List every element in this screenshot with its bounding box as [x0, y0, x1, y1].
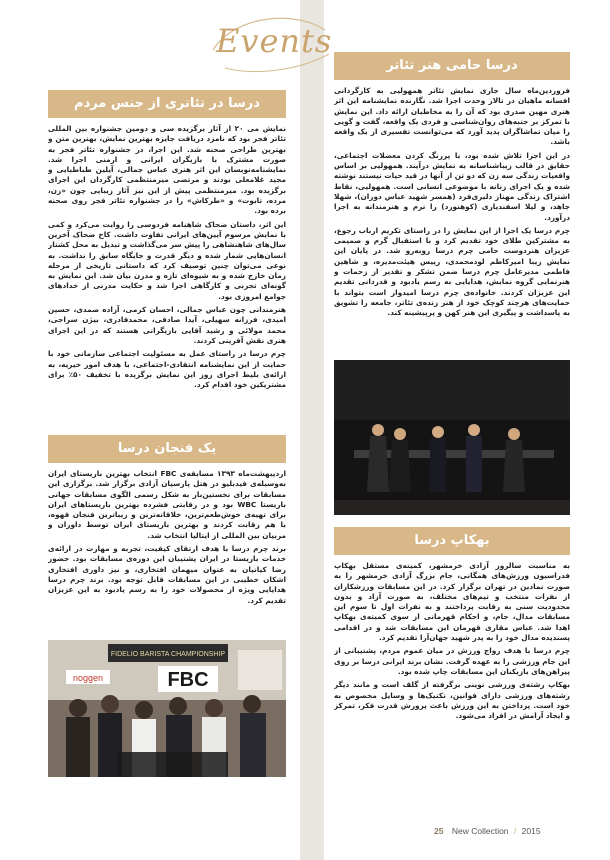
page-footer [434, 826, 584, 840]
championship-sign: FIDELIO BARISTA CHAMPIONSHIP [110, 651, 226, 658]
theater-stage-photo [334, 360, 570, 515]
sponsor-sign: noggen [72, 673, 104, 683]
paragraph: چرم درسا یک اجرا از این نمایش را در راستای تکریم ارباب رجوع، به مشترکین طلای خود تقدیم کرد و با استقبال گرم و صمیمی عزیزان هنردوست حامی چرم درسا روبه‌رو شد. در پایان این نمایش زیبا امیرکاظم لودمحمدی، رییس هیئت‌مدیره، و شاهین فاطمی مدیرعامل چرم درسا ضمن تشکر و تقدیر از زحمات و هنرنمایی گروه نمایش، هدایایی به رسم یادبود و قدردانی تقدیم این عزیزان کردند. خانواده‌ی چرم درسا امیدوار است بتواند با حمایت‌های هرچند کوچک خود از هنر زنده‌ی تئاتر، جامعه را تشویق به پاسداشت و پیگیری این هنر کهن و پرپیشینه کند. [334, 225, 570, 318]
fbc-sign: FBC [167, 669, 209, 691]
barista-photo-illustration [48, 640, 286, 777]
article-body-behcup [334, 561, 570, 811]
page-gutter [300, 0, 324, 860]
paragraph: این اثر، داستان ضحاک شاهنامه فردوسی را روایت می‌کرد و کمی با نمایش مرسوم آیین‌های ایرانی تفاوت داشت. کاخ ضحاک آخرین سال‌های شاهنشاهی را پیش سر می‌گذاشت و تبدیل به محل کشتار انسان‌هایی شمار شده و دیگر قدرت و جایگاه سابق را نداشت. به نوعی می‌توان چنین توصیف کرد که داستانی تاریخی از مرحله زمان خارج شده و به شیوه‌ای تازه و مدرن بیان شد. این نمایش به گونه‌ای تجربی و کارگاهی اجرا شد و حکایت مدرنی از خدادهای جوامع امروزی بود. [48, 219, 286, 301]
paragraph: به مناسبت سالروز آزادی خرمشهر، کمیته‌ی مستقل بهکاپ فدراسیون ورزش‌های همگانی، جام بزرگ آزادی خرمشهر را به صورت نمادین در تهران برگزار کرد. در این مسابقات ورزشکاران از نفرات منتخب و تیم‌های مختلف، به صورت آزاد و بدون محدودیت سنی به رقابت پرداختند و به نفرات اول تا سوم این مسابقات مدال، جام، و احکام قهرمانی از سوی کمیته‌ی بهکاپ اهدا شد. عباس مقاری قهرمان این مسابقات شد و در اقدامی پسندیده مدال خود را به پدر شهید جهان‌آرا تقدیم کرد. [334, 561, 570, 643]
article-title-theater-support: درسا حامی هنر تئاتر [334, 52, 570, 80]
theater-photo-illustration [334, 360, 570, 515]
issue-year: 2015 [521, 826, 541, 836]
paragraph: نمایش می ۲۰ از آثار برگزیده سی و دومین جشنواره بین المللی تئاتر فجر بود که نامزد دریافت جایزه بهترین نمایش، بهترین متن و بهترین طراحی صحنه شد. این اجرا، در جشنواره تئاتر فجر به صورت مشترک با بازیگران ایرانی و ارمنی اجرا شد. نمایشنامه‌نویسان این اثر هنری عباس جمالی، آیلین طباطبایی و مجید غلامعلی بودند و مرتضی میرمنتظمی کارگردان این اجرای برگزیده بود. میرمنتظمی پیش از این نیز آثار زیبایی چون «زن، مرده، تابوت» و «طرکاش» را در جشنواره تئاتر فجر روی صحنه برده بود. [48, 124, 286, 216]
left-column [48, 90, 286, 777]
paragraph: فروردین‌ماه سال جاری نمایش تئاتر همهولیی به کارگردانی افسانه ماهیان در تالار وحدت اجرا شد. نگارنده نمایشنامه این اثر هنری مهین صدری بود که آن را به مخاطبان ارائه داد. این نمایش با تمرکز بر جنبه‌های روان‌شناسی و فردی یک واقعه، گفت و گویی را میان تماشاگران پدید آورد که می‌توانست تفسیری از یک واقعه باشد. [334, 86, 570, 147]
paragraph: اردیبهشت‌ماه ۱۳۹۳ مسابقه‌ی FBC انتخاب بهترین باریستای ایران به‌وسیله‌ی فیدبلیو در هتل پارسیان آزادی برگزار شد. برگزاری این مسابقات برای نخستین‌بار به شکل رسمی الگوی مسابقات جهانی باریستا WBC بود و در رقابتی فشرده بهترین باریستاهای ایران برای تهیه‌ی خوش‌طعم‌ترین، خلاقانه‌ترین و زیباترین فنجان قهوه، با هم رقابت کردند و بهترین باریستای ایران توسط داوران و مربیان بین المللی از ایتالیا انتخاب شد. [48, 469, 286, 540]
page-number: 25 [434, 826, 444, 836]
paragraph: بهکاپ رشته‌ی ورزشی نوینی برگرفته از گلف است و مانند دیگر رشته‌های ورزشی دارای قوانین، تکنیک‌ها و وسایل مخصوص به خود است. پرداختن به این ورزش باعث پرورش قدرت فکر، تمرکز و ایجاد آرامش در افراد می‌شود. [334, 680, 570, 721]
article-body-coffee-cup [48, 469, 286, 632]
paragraph: چرم درسا با هدف رواج ورزش در میان عموم مردم، پشتیبانی از این جام ورزشی را به عهده گرفت. نشان برند ایرانی درسا بر روی پیراهن‌های بازیکنان این مسابقات چاپ شده بود. [334, 646, 570, 676]
footer-separator: / [513, 826, 517, 836]
paragraph: چرم درسا در راستای عمل به مسئولیت اجتماعی سازمانی خود با حمایت از این نمایشنامه انتقادی-اجتماعی، با هدف امور خیریه، به ارائه‌ی بلیط اجرای روز این نمایش برگزیده با تخفیف ۵۰٪ برای مشتریکین خود اقدام کرد. [48, 349, 286, 390]
paragraph: هنرمندانی چون عباس جمالی، احسان کرمی، آزاده صمدی، حسین امیدی، فرزانه سهیلی، آیدا صادقی، محمدقادری، بیژن سراجی، محمد مولائی و رشید آقایی بازیگرانی هستند که در این اجرای هنری نقش آفرینی کردند. [48, 305, 286, 345]
article-title-coffee-cup: یک فنجان درسا [48, 435, 286, 463]
article-title-theater-people: درسا در تئاتری از جنس مردم [48, 90, 286, 118]
paragraph: در این اجرا تلاش شده بود، با پررنگ کردن معضلات اجتماعی، حقایق در قالب زیباشناسانه به نمایش درآیند. همهولیی بر اساس واقعیات زندگی سه زن که دو تن از آنها در قید حیات نیستند نوشته شده و یک اجرای زنانه با موضوعی انسانی است. همهولیی، نقاط اشتراک زندگی مهناز دلیری‌فرد (همسر شهید عباس دوران)، شهلا جاهد، و لیلا اسفندیاری (کوهنورد) را نرم و هنرمندانه به اجرا درآورد. [334, 150, 570, 222]
right-column [334, 52, 570, 811]
paragraph: برند چرم درسا با هدف ارتقای کیفیت، تجربه و مهارت در ارائه‌ی خدمات باریستا در ایران پشتیبان این دوره‌ی مسابقات بود. حضور رضا کیانیان به عنوان میهمان افتخاری، و نیز داوری افتخاری اشکان خطیبی در این مسابقات قابل توجه بود. برند چرم درسا هدایایی ویژه از محصولات خود را به رسم یادبود به این عزیزان تقدیم کرد. [48, 544, 286, 605]
magazine-name: New Collection [451, 826, 509, 836]
events-logo: Events [216, 22, 333, 60]
barista-championship-photo [48, 640, 286, 777]
article-title-behcup: بهکاپ درسا [334, 527, 570, 555]
article-body-theater-support [334, 86, 570, 352]
article-body-theater-people [48, 124, 286, 426]
